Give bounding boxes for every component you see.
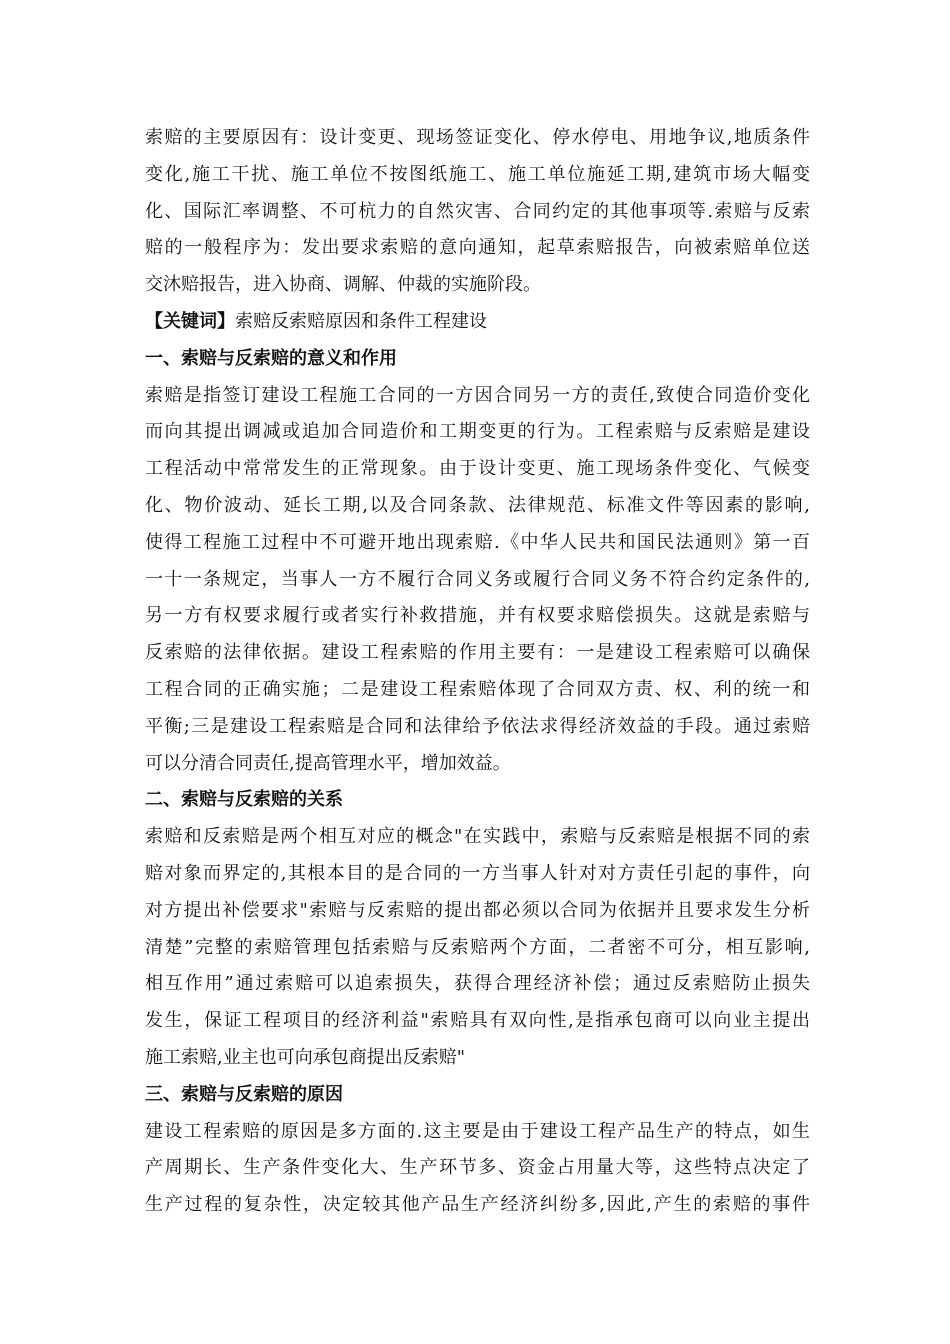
paragraph-line: 另一方有权要求履行或者实行补救措施，并有权要求赔偿损失。这就是索赔与 (145, 605, 810, 627)
intro-line: 变化,施工干扰、施工单位不按图纸施工、施工单位施延工期,建筑市场大幅变 (145, 163, 810, 185)
keywords-label: 【关键词】 (145, 310, 235, 332)
paragraph-line: 化、物价波动、延长工期,以及合同条款、法律规范、标准文件等因素的影响, (145, 494, 810, 516)
paragraph-line: 施工索赔,业主也可向承包商提出反索赔" (145, 1046, 465, 1068)
paragraph-line: 而向其提出调减或追加合同造价和工期变更的行为。工程索赔与反索赔是建设 (145, 421, 810, 443)
paragraph-line: 使得工程施工过程中不可避开地出现索赔.《中华人民共和国民法通则》第一百 (145, 531, 810, 553)
keywords-line (145, 304, 810, 341)
section-heading: 二、索赔与反索赔的关系 (145, 789, 343, 811)
section-heading: 三、索赔与反索赔的原因 (145, 1083, 343, 1105)
intro-line: 化、国际汇率调整、不可杭力的自然灾害、合同约定的其他事项等.索赔与反索 (145, 200, 810, 222)
keywords-text: 索赔反索赔原因和条件工程建设 (235, 310, 487, 332)
paragraph-line: 一十一条规定，当事人一方不履行合同义务或履行合同义务不符合约定条件的, (145, 568, 810, 590)
paragraph-line: 清楚”完整的索赔管理包括索赔与反索赔两个方面，二者密不可分，相互影响, (145, 936, 810, 958)
paragraph-line: 工程活动中常常发生的正常现象。由于设计变更、施工现场条件变化、气候变 (145, 458, 810, 480)
paragraph-line: 工程合同的正确实施；二是建设工程索赔体现了合同双方责、权、利的统一和 (145, 678, 810, 700)
paragraph-line: 发生，保证工程项目的经济利益"索赔具有双向性,是指承包商可以向业主提出 (145, 1010, 810, 1032)
intro-line: 交沐赔报告，进入协商、调解、仲裁的实施阶段。 (145, 274, 541, 296)
paragraph-line: 相互作用”通过索赔可以追索损失，获得合理经济补偿；通过反索赔防止损失 (145, 973, 810, 995)
paragraph-line: 平衡;三是建设工程索赔是合同和法律给予依法求得经济效益的手段。通过索赔 (145, 715, 810, 737)
intro-line: 索赔的主要原因有：设计变更、现场签证变化、停水停电、用地争议,地质条件 (145, 127, 810, 148)
paragraph-line: 反索赔的法律依据。建设工程索赔的作用主要有：一是建设工程索赔可以确保 (145, 642, 810, 664)
section-heading: 一、索赔与反索赔的意义和作用 (145, 347, 397, 369)
paragraph-line: 赔对象而界定的,其根本目的是合同的一方当事人针对对方责任引起的事件，向 (145, 862, 810, 884)
intro-line: 赔的一般程序为：发出要求索赔的意向通知，起草索赔报告，向被索赔单位送 (145, 237, 810, 259)
paragraph-line: 产周期长、生产条件变化大、生产环节多、资金占用量大等，这些特点决定了 (145, 1157, 810, 1179)
paragraph-line: 建设工程索赔的原因是多方面的.这主要是由于建设工程产品生产的特点，如生 (145, 1120, 810, 1142)
document-page (145, 120, 810, 1224)
paragraph-line: 索赔和反索赔是两个相互对应的概念"在实践中，索赔与反索赔是根据不同的索 (145, 826, 810, 848)
paragraph-line: 可以分清合同责任,提高管理水平，增加效益。 (145, 752, 511, 774)
paragraph-line: 对方提出补偿要求"索赔与反索赔的提出都必须以合同为依据并且要求发生分析 (145, 899, 810, 921)
paragraph-line: 索赔是指签订建设工程施工合同的一方因合同另一方的责任,致使合同造价变化 (145, 384, 810, 406)
paragraph-line: 生产过程的复杂性，决定较其他产品生产经济纠纷多,因此,产生的索赔的事件 (145, 1194, 810, 1216)
